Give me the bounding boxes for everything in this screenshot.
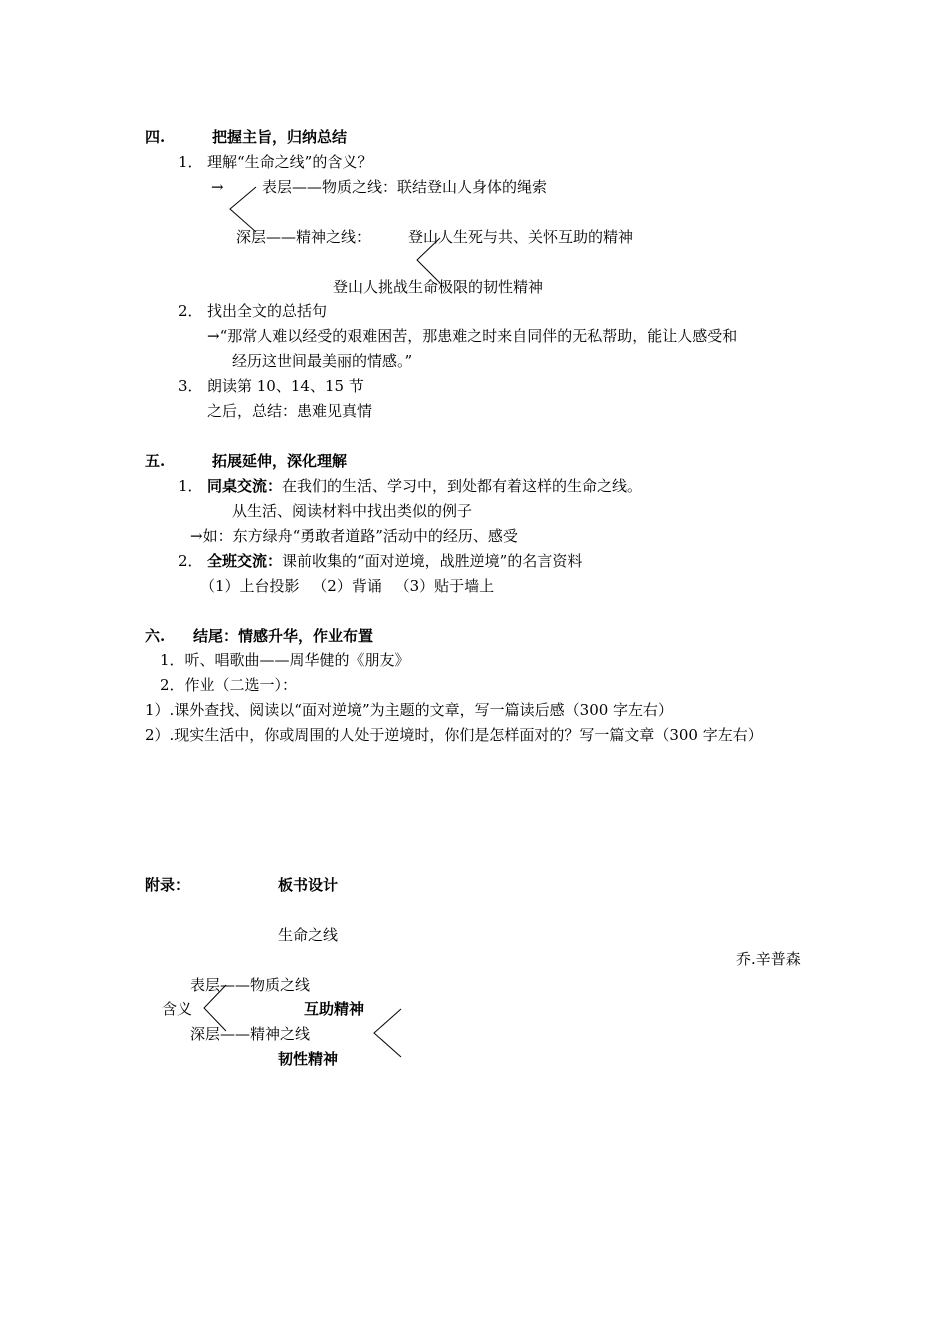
section4-item3-number: 3． [178, 377, 203, 395]
section4-item3-sub: 之后，总结：患难见真情 [207, 402, 373, 420]
homework-option1: 1）.课外查找、阅读以“面对逆境”为主题的文章，写一篇读后感（300 字左右） [145, 701, 674, 719]
board-meaning: 含义 [162, 1000, 193, 1018]
section5-item1-number: 1． [178, 477, 203, 495]
deep-meaning: 深层——精神之线： [236, 228, 372, 246]
section6-item1: 1．听、唱歌曲——周华健的《朋友》 [160, 651, 410, 669]
deep-meaning-mutual: 登山人生死与共、关怀互助的精神 [408, 228, 634, 246]
board-mutual-spirit: 互助精神 [304, 1000, 365, 1018]
section5-number: 五. [145, 452, 166, 470]
section5-item1-sub: 从生活、阅读材料中找出类似的例子 [232, 502, 473, 520]
section4-item2-text: 找出全文的总括句 [207, 302, 328, 320]
section6-title: 结尾：情感升华，作业布置 [193, 627, 374, 645]
section5-item2 [207, 551, 582, 571]
board-surface: 表层——物质之线 [190, 976, 311, 994]
surface-deep-bracket [230, 187, 256, 232]
section5-title: 拓展延伸，深化理解 [212, 452, 348, 470]
summary-quote-line1: →“那常人难以经受的艰难困苦，那患难之时来自同伴的无私帮助，能让人感受和 [207, 327, 738, 345]
section4-item1-text: 理解“生命之线”的含义？ [207, 153, 373, 171]
section5-item2-sub: （1）上台投影 （2）背诵 （3）贴于墙上 [200, 577, 495, 595]
section4-number: 四. [145, 128, 166, 146]
appendix-label: 附录： [145, 876, 191, 894]
board-spirit-bracket [374, 1009, 401, 1057]
surface-meaning: 表层——物质之线：联结登山人身体的绳索 [262, 178, 548, 196]
section6-number: 六. [145, 627, 166, 645]
section5-item1 [207, 476, 642, 496]
section4-item1-number: 1． [178, 153, 203, 171]
section6-item2: 2．作业（二选一）： [160, 676, 298, 694]
board-author: 乔.辛普森 [736, 950, 801, 968]
section5-item2-number: 2． [178, 552, 203, 570]
section4-item3-text: 朗读第 10、14、15 节 [207, 377, 364, 395]
board-title: 生命之线 [278, 926, 339, 944]
section5-item1-text: 在我们的生活、学习中，到处都有着这样的生命之线。 [282, 477, 643, 495]
deep-meaning-tough: 登山人挑战生命极限的韧性精神 [333, 278, 544, 296]
board-tough-spirit: 韧性精神 [278, 1050, 339, 1068]
section4-item2-number: 2． [178, 302, 203, 320]
homework-option2: 2）.现实生活中，你或周围的人处于逆境时，你们是怎样面对的？写一篇文章（300 字左右） [145, 726, 763, 744]
section5-item1-example: →如：东方绿舟“勇敢者道路”活动中的经历、感受 [190, 527, 518, 545]
appendix-title: 板书设计 [278, 876, 339, 894]
arrow-icon: → [211, 178, 224, 196]
board-deep: 深层——精神之线 [190, 1025, 311, 1043]
section5-item2-text: 课前收集的“面对逆境，战胜逆境”的名言资料 [282, 552, 583, 570]
summary-quote-line2: 经历这世间最美丽的情感。” [232, 352, 413, 370]
section5-item2-label: 全班交流： [207, 552, 283, 570]
section4-title: 把握主旨，归纳总结 [212, 128, 348, 146]
section5-item1-label: 同桌交流： [207, 477, 283, 495]
